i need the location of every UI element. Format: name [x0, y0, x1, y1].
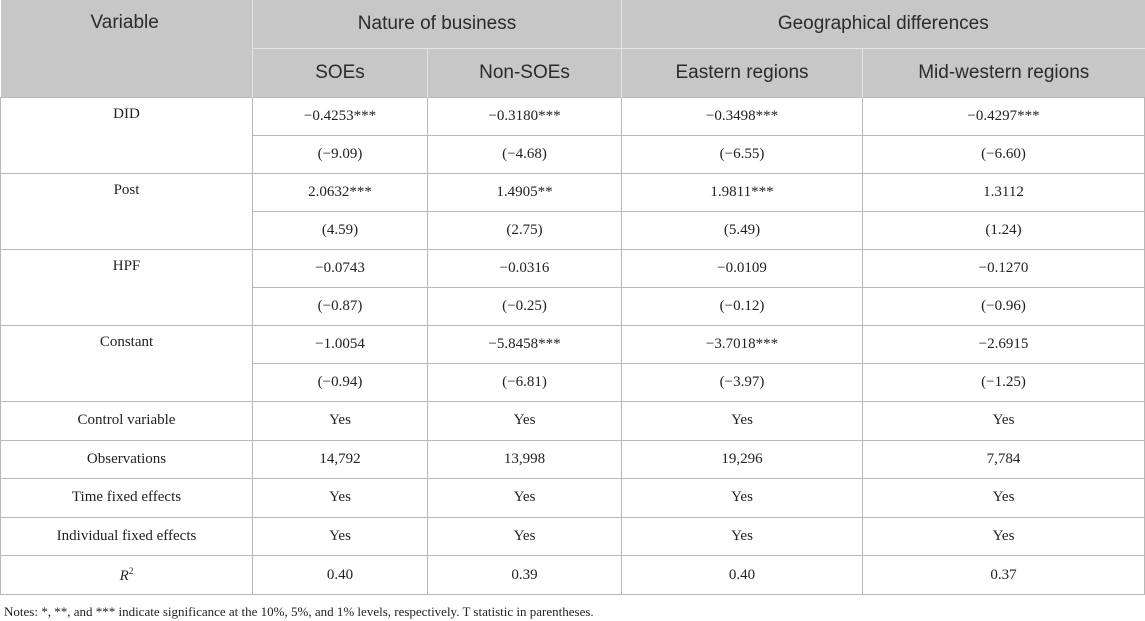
table-cell: Yes — [253, 479, 428, 518]
table-row-post-coef — [1, 174, 1145, 212]
table-cell: −0.0109 — [622, 250, 863, 288]
table-row-hpf-coef — [1, 250, 1145, 288]
table-cell: 2.0632*** — [253, 174, 428, 212]
table-cell: (−1.25) — [863, 364, 1145, 402]
table-cell: Yes — [863, 402, 1145, 441]
table-cell: 7,784 — [863, 440, 1145, 479]
header-col-mid-western-regions: Mid-western regions — [863, 49, 1145, 98]
r-squared-exponent: 2 — [128, 565, 134, 576]
table-cell: (−0.25) — [428, 288, 622, 326]
table-cell: (−6.60) — [863, 136, 1145, 174]
table-row-observations — [1, 440, 1145, 479]
table-cell: Yes — [863, 517, 1145, 556]
table-cell: Yes — [428, 479, 622, 518]
r-squared-base: R — [119, 567, 129, 584]
header-col-soes: SOEs — [253, 49, 428, 98]
table-cell: Yes — [622, 517, 863, 556]
table-cell: (1.24) — [863, 212, 1145, 250]
table-cell: −1.0054 — [253, 326, 428, 364]
table-cell: Yes — [428, 517, 622, 556]
table-cell: Yes — [253, 402, 428, 441]
row-label-post: Post — [1, 174, 253, 250]
table-cell: 0.40 — [253, 556, 428, 595]
table-row-time-fixed-effects — [1, 479, 1145, 518]
table-cell: 0.39 — [428, 556, 622, 595]
table-cell: Yes — [253, 517, 428, 556]
table-cell: (4.59) — [253, 212, 428, 250]
table-cell: 14,792 — [253, 440, 428, 479]
row-label-constant: Constant — [1, 326, 253, 402]
table-cell: −0.3498*** — [622, 98, 863, 136]
table-cell: −0.3180*** — [428, 98, 622, 136]
table-cell: −3.7018*** — [622, 326, 863, 364]
table-cell: 0.40 — [622, 556, 863, 595]
header-col-non-soes: Non-SOEs — [428, 49, 622, 98]
row-label-control-variable: Control variable — [1, 402, 253, 441]
table-cell: −5.8458*** — [428, 326, 622, 364]
table-row-did-coef — [1, 98, 1145, 136]
header-variable: Variable — [1, 0, 253, 98]
table-cell: Yes — [622, 479, 863, 518]
table-row-constant-coef — [1, 326, 1145, 364]
table-cell: −2.6915 — [863, 326, 1145, 364]
row-label-observations: Observations — [1, 440, 253, 479]
table-cell: (−0.12) — [622, 288, 863, 326]
table-cell: (−6.55) — [622, 136, 863, 174]
table-header — [1, 0, 1145, 98]
table-cell: Yes — [622, 402, 863, 441]
row-label-individual-fixed-effects: Individual fixed effects — [1, 517, 253, 556]
table-cell: (−0.96) — [863, 288, 1145, 326]
table-row-r-squared — [1, 556, 1145, 595]
table-cell: −0.0316 — [428, 250, 622, 288]
table-cell: 1.3112 — [863, 174, 1145, 212]
table-cell: 1.4905** — [428, 174, 622, 212]
table-row-individual-fixed-effects — [1, 517, 1145, 556]
row-label-did: DID — [1, 98, 253, 174]
table-cell: (−9.09) — [253, 136, 428, 174]
table-cell: (−4.68) — [428, 136, 622, 174]
table-cell: (−3.97) — [622, 364, 863, 402]
table-cell: (−6.81) — [428, 364, 622, 402]
header-row-groups — [1, 0, 1145, 49]
table-cell: Yes — [863, 479, 1145, 518]
table-cell: (5.49) — [622, 212, 863, 250]
table-notes: Notes: *, **, and *** indicate significance at the 10%, 5%, and 1% levels, respectively. T statistic in parentheses. — [4, 604, 594, 619]
table-body — [1, 98, 1145, 595]
table-row-control-variable — [1, 402, 1145, 441]
table-cell: 0.37 — [863, 556, 1145, 595]
row-label-hpf: HPF — [1, 250, 253, 326]
table-cell: −0.0743 — [253, 250, 428, 288]
row-label-r-squared — [1, 556, 253, 595]
header-col-eastern-regions: Eastern regions — [622, 49, 863, 98]
table-cell: (−0.87) — [253, 288, 428, 326]
table-cell: 1.9811*** — [622, 174, 863, 212]
table-cell: (−0.94) — [253, 364, 428, 402]
table-cell: 19,296 — [622, 440, 863, 479]
table-cell: Yes — [428, 402, 622, 441]
table-cell: −0.4297*** — [863, 98, 1145, 136]
table-cell: (2.75) — [428, 212, 622, 250]
table-cell: 13,998 — [428, 440, 622, 479]
row-label-time-fixed-effects: Time fixed effects — [1, 479, 253, 518]
table-cell: −0.4253*** — [253, 98, 428, 136]
table-cell: −0.1270 — [863, 250, 1145, 288]
header-group-geographical-differences: Geographical differences — [622, 0, 1145, 49]
header-group-nature-of-business: Nature of business — [253, 0, 622, 49]
